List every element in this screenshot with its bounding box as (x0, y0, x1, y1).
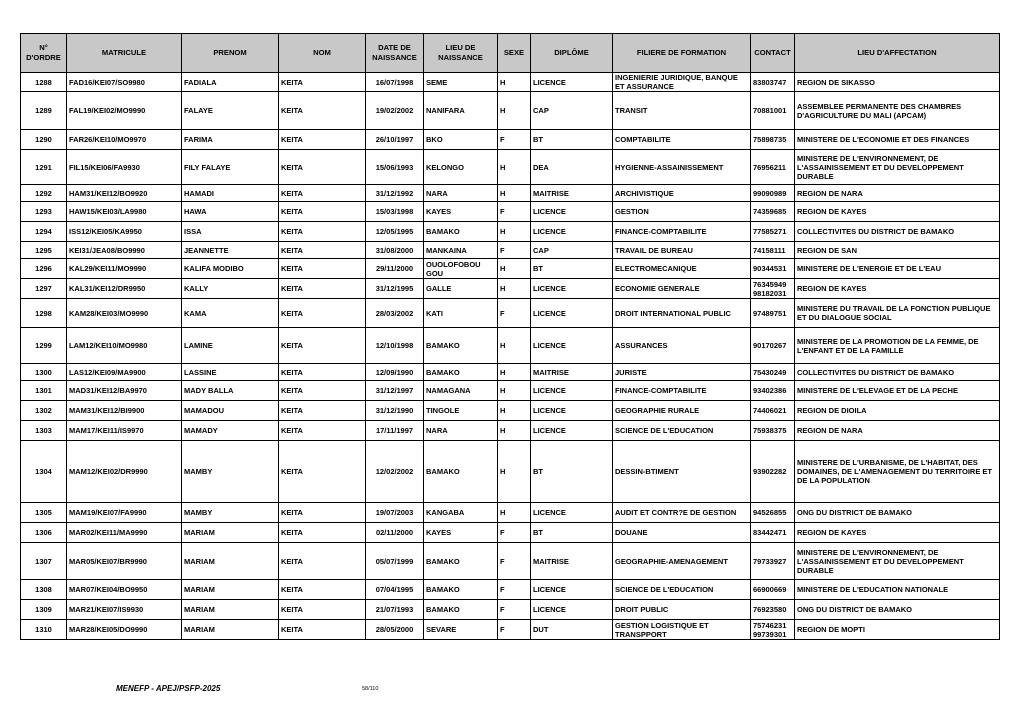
table-row (21, 381, 1000, 401)
cell-lieu-naissance: SEME (424, 73, 498, 92)
cell-prenom: KALLY (182, 279, 279, 299)
cell-diplome: BT (531, 130, 613, 150)
cell-date-naissance: 31/12/1997 (366, 381, 424, 401)
cell-affectation: MINISTERE DE L'EDUCATION NATIONALE (795, 580, 1000, 600)
cell-filiere: TRAVAIL DE BUREAU (613, 242, 751, 259)
cell-ordre: 1306 (21, 523, 67, 543)
cell-sexe: F (498, 202, 531, 222)
cell-contact: 75898735 (751, 130, 795, 150)
cell-date-naissance: 21/07/1993 (366, 600, 424, 620)
cell-filiere: ASSURANCES (613, 328, 751, 364)
cell-affectation: REGION DE SAN (795, 242, 1000, 259)
cell-ordre: 1302 (21, 401, 67, 421)
cell-nom: KEITA (279, 543, 366, 580)
cell-lieu-naissance: NANIFARA (424, 92, 498, 130)
cell-diplome: DEA (531, 150, 613, 185)
cell-affectation: ONG DU DISTRICT DE BAMAKO (795, 600, 1000, 620)
cell-prenom: LASSINE (182, 364, 279, 381)
cell-date-naissance: 28/03/2002 (366, 299, 424, 328)
cell-date-naissance: 17/11/1997 (366, 421, 424, 441)
cell-contact: 66900669 (751, 580, 795, 600)
cell-prenom: MARIAM (182, 600, 279, 620)
cell-nom: KEITA (279, 441, 366, 503)
cell-filiere: FINANCE-COMPTABILITE (613, 381, 751, 401)
cell-contact: 76923580 (751, 600, 795, 620)
cell-sexe: H (498, 364, 531, 381)
cell-affectation: MINISTERE DE LA PROMOTION DE LA FEMME, DE L'ENFANT ET DE LA FAMILLE (795, 328, 1000, 364)
cell-filiere: GEOGRAPHIE RURALE (613, 401, 751, 421)
cell-diplome: CAP (531, 92, 613, 130)
table-row (21, 185, 1000, 202)
cell-lieu-naissance: BKO (424, 130, 498, 150)
table-row (21, 421, 1000, 441)
cell-nom: KEITA (279, 523, 366, 543)
table-row (21, 523, 1000, 543)
cell-diplome: BT (531, 523, 613, 543)
cell-filiere: DOUANE (613, 523, 751, 543)
cell-date-naissance: 19/02/2002 (366, 92, 424, 130)
cell-date-naissance: 05/07/1999 (366, 543, 424, 580)
cell-nom: KEITA (279, 242, 366, 259)
cell-diplome: LICENCE (531, 299, 613, 328)
cell-date-naissance: 31/12/1995 (366, 279, 424, 299)
cell-filiere: FINANCE-COMPTABILITE (613, 222, 751, 242)
cell-prenom: HAWA (182, 202, 279, 222)
cell-lieu-naissance: TINGOLE (424, 401, 498, 421)
cell-contact: 94526855 (751, 503, 795, 523)
affectation-table (20, 33, 1000, 640)
cell-lieu-naissance: BAMAKO (424, 328, 498, 364)
cell-sexe: H (498, 185, 531, 202)
cell-diplome: MAITRISE (531, 364, 613, 381)
cell-prenom: MAMADOU (182, 401, 279, 421)
cell-date-naissance: 28/05/2000 (366, 620, 424, 640)
cell-contact: 90344531 (751, 259, 795, 279)
cell-nom: KEITA (279, 299, 366, 328)
cell-sexe: H (498, 259, 531, 279)
header-matricule: MATRICULE (67, 34, 182, 73)
cell-filiere: AUDIT ET CONTR?E DE GESTION (613, 503, 751, 523)
cell-nom: KEITA (279, 73, 366, 92)
cell-diplome: LICENCE (531, 279, 613, 299)
table-row (21, 543, 1000, 580)
cell-filiere: COMPTABILITE (613, 130, 751, 150)
cell-sexe: F (498, 299, 531, 328)
cell-prenom: MADY BALLA (182, 381, 279, 401)
cell-matricule: MAR05/KEI07/BR9990 (67, 543, 182, 580)
cell-ordre: 1291 (21, 150, 67, 185)
cell-contact: 74406021 (751, 401, 795, 421)
cell-ordre: 1292 (21, 185, 67, 202)
cell-matricule: KAL29/KEI11/MO9990 (67, 259, 182, 279)
cell-nom: KEITA (279, 92, 366, 130)
cell-matricule: MAR02/KEI11/MA9990 (67, 523, 182, 543)
cell-diplome: CAP (531, 242, 613, 259)
cell-affectation: MINISTERE DU TRAVAIL DE LA FONCTION PUBLIQUE ET DU DIALOGUE SOCIAL (795, 299, 1000, 328)
cell-sexe: F (498, 580, 531, 600)
cell-filiere: GESTION (613, 202, 751, 222)
cell-nom: KEITA (279, 279, 366, 299)
cell-affectation: MINISTERE DE L'ENERGIE ET DE L'EAU (795, 259, 1000, 279)
cell-lieu-naissance: BAMAKO (424, 600, 498, 620)
table-row (21, 441, 1000, 503)
cell-filiere: GESTION LOGISTIQUE ET TRANSPPORT (613, 620, 751, 640)
cell-matricule: HAW15/KEI03/LA9980 (67, 202, 182, 222)
cell-contact: 75430249 (751, 364, 795, 381)
cell-lieu-naissance: BAMAKO (424, 441, 498, 503)
cell-sexe: H (498, 441, 531, 503)
cell-matricule: KEI31/JEA08/BO9990 (67, 242, 182, 259)
cell-prenom: MARIAM (182, 523, 279, 543)
cell-contact: 97489751 (751, 299, 795, 328)
table-row (21, 620, 1000, 640)
cell-ordre: 1309 (21, 600, 67, 620)
cell-nom: KEITA (279, 381, 366, 401)
cell-contact: 83803747 (751, 73, 795, 92)
cell-contact: 74359685 (751, 202, 795, 222)
cell-diplome: DUT (531, 620, 613, 640)
cell-sexe: H (498, 421, 531, 441)
cell-sexe: H (498, 328, 531, 364)
header-lieu-naissance: LIEU DE NAISSANCE (424, 34, 498, 73)
cell-diplome: LICENCE (531, 202, 613, 222)
cell-contact: 75746231 99739301 (751, 620, 795, 640)
cell-contact: 79733927 (751, 543, 795, 580)
cell-nom: KEITA (279, 222, 366, 242)
cell-ordre: 1310 (21, 620, 67, 640)
cell-filiere: SCIENCE DE L'EDUCATION (613, 580, 751, 600)
cell-ordre: 1300 (21, 364, 67, 381)
cell-ordre: 1296 (21, 259, 67, 279)
cell-sexe: H (498, 503, 531, 523)
cell-filiere: DESSIN-BTIMENT (613, 441, 751, 503)
cell-ordre: 1303 (21, 421, 67, 441)
cell-contact: 99090989 (751, 185, 795, 202)
table-row (21, 73, 1000, 92)
cell-prenom: JEANNETTE (182, 242, 279, 259)
cell-matricule: MAM17/KEI11/IS9970 (67, 421, 182, 441)
cell-contact: 93902282 (751, 441, 795, 503)
cell-matricule: MAM19/KEI07/FA9990 (67, 503, 182, 523)
cell-ordre: 1299 (21, 328, 67, 364)
cell-ordre: 1295 (21, 242, 67, 259)
cell-date-naissance: 12/09/1990 (366, 364, 424, 381)
cell-date-naissance: 12/10/1998 (366, 328, 424, 364)
table-row (21, 299, 1000, 328)
cell-diplome: MAITRISE (531, 543, 613, 580)
table-header-row (21, 34, 1000, 73)
table-row (21, 259, 1000, 279)
page-number: 58/110 (362, 686, 379, 692)
cell-lieu-naissance: KATI (424, 299, 498, 328)
cell-prenom: FALAYE (182, 92, 279, 130)
cell-lieu-naissance: SEVARE (424, 620, 498, 640)
cell-nom: KEITA (279, 600, 366, 620)
cell-diplome: LICENCE (531, 381, 613, 401)
cell-filiere: JURISTE (613, 364, 751, 381)
cell-filiere: HYGIENNE-ASSAINISSEMENT (613, 150, 751, 185)
cell-affectation: ONG DU DISTRICT DE BAMAKO (795, 503, 1000, 523)
cell-contact: 76345949 98182031 (751, 279, 795, 299)
cell-diplome: LICENCE (531, 222, 613, 242)
cell-matricule: KAL31/KEI12/DR9950 (67, 279, 182, 299)
cell-lieu-naissance: MANKAINA (424, 242, 498, 259)
table-row (21, 242, 1000, 259)
cell-affectation: REGION DE NARA (795, 421, 1000, 441)
cell-date-naissance: 31/12/1992 (366, 185, 424, 202)
cell-matricule: FAL19/KEI02/MO9990 (67, 92, 182, 130)
table-row (21, 401, 1000, 421)
cell-affectation: MINISTERE DE L'URBANISME, DE L'HABITAT, DES DOMAINES, DE L'AMENAGEMENT DU TERRITOIRE ET DE LA POPULATION (795, 441, 1000, 503)
cell-matricule: MAD31/KEI12/BA9970 (67, 381, 182, 401)
cell-contact: 93402386 (751, 381, 795, 401)
cell-affectation: MINISTERE DE L'ELEVAGE ET DE LA PECHE (795, 381, 1000, 401)
cell-affectation: REGION DE KAYES (795, 202, 1000, 222)
cell-sexe: H (498, 73, 531, 92)
cell-date-naissance: 19/07/2003 (366, 503, 424, 523)
cell-sexe: H (498, 401, 531, 421)
cell-ordre: 1304 (21, 441, 67, 503)
cell-lieu-naissance: BAMAKO (424, 543, 498, 580)
cell-nom: KEITA (279, 328, 366, 364)
cell-lieu-naissance: BAMAKO (424, 364, 498, 381)
cell-ordre: 1307 (21, 543, 67, 580)
cell-sexe: H (498, 92, 531, 130)
header-prenom: PRENOM (182, 34, 279, 73)
cell-sexe: F (498, 523, 531, 543)
cell-sexe: F (498, 543, 531, 580)
cell-prenom: HAMADI (182, 185, 279, 202)
cell-contact: 90170267 (751, 328, 795, 364)
cell-affectation: REGION DE MOPTI (795, 620, 1000, 640)
cell-matricule: MAR28/KEI05/DO9990 (67, 620, 182, 640)
cell-filiere: SCIENCE DE L'EDUCATION (613, 421, 751, 441)
cell-prenom: FILY FALAYE (182, 150, 279, 185)
table-row (21, 503, 1000, 523)
cell-date-naissance: 12/02/2002 (366, 441, 424, 503)
cell-affectation: REGION DE NARA (795, 185, 1000, 202)
cell-prenom: FADIALA (182, 73, 279, 92)
cell-date-naissance: 15/03/1998 (366, 202, 424, 222)
cell-date-naissance: 07/04/1995 (366, 580, 424, 600)
cell-affectation: REGION DE KAYES (795, 279, 1000, 299)
cell-filiere: DROIT PUBLIC (613, 600, 751, 620)
cell-affectation: REGION DE SIKASSO (795, 73, 1000, 92)
cell-affectation: COLLECTIVITES DU DISTRICT DE BAMAKO (795, 222, 1000, 242)
cell-matricule: FAD16/KEI07/SO9980 (67, 73, 182, 92)
table-row (21, 222, 1000, 242)
cell-date-naissance: 02/11/2000 (366, 523, 424, 543)
cell-ordre: 1297 (21, 279, 67, 299)
cell-filiere: ECONOMIE GENERALE (613, 279, 751, 299)
cell-lieu-naissance: BAMAKO (424, 580, 498, 600)
cell-affectation: ASSEMBLEE PERMANENTE DES CHAMBRES D'AGRICULTURE DU MALI (APCAM) (795, 92, 1000, 130)
cell-date-naissance: 16/07/1998 (366, 73, 424, 92)
table-row (21, 364, 1000, 381)
cell-affectation: REGION DE KAYES (795, 523, 1000, 543)
cell-nom: KEITA (279, 401, 366, 421)
header-filiere: FILIERE DE FORMATION (613, 34, 751, 73)
cell-sexe: H (498, 381, 531, 401)
cell-matricule: MAR07/KEI04/BO9950 (67, 580, 182, 600)
cell-prenom: MARIAM (182, 620, 279, 640)
cell-prenom: ISSA (182, 222, 279, 242)
cell-ordre: 1308 (21, 580, 67, 600)
cell-sexe: F (498, 242, 531, 259)
cell-contact: 83442471 (751, 523, 795, 543)
cell-filiere: ARCHIVISTIQUE (613, 185, 751, 202)
cell-sexe: H (498, 279, 531, 299)
cell-matricule: MAM31/KEI12/BI9900 (67, 401, 182, 421)
cell-diplome: LICENCE (531, 401, 613, 421)
table-row (21, 92, 1000, 130)
footer-source: MENEFP - APEJ/PSFP-2025 (116, 684, 221, 693)
cell-nom: KEITA (279, 421, 366, 441)
cell-affectation: COLLECTIVITES DU DISTRICT DE BAMAKO (795, 364, 1000, 381)
cell-lieu-naissance: NARA (424, 421, 498, 441)
cell-sexe: F (498, 620, 531, 640)
cell-ordre: 1301 (21, 381, 67, 401)
cell-lieu-naissance: KAYES (424, 523, 498, 543)
cell-matricule: KAM28/KEI03/MO9990 (67, 299, 182, 328)
cell-nom: KEITA (279, 364, 366, 381)
cell-filiere: DROIT INTERNATIONAL PUBLIC (613, 299, 751, 328)
cell-prenom: MARIAM (182, 543, 279, 580)
cell-contact: 77585271 (751, 222, 795, 242)
cell-lieu-naissance: OUOLOFOBOU GOU (424, 259, 498, 279)
cell-sexe: H (498, 150, 531, 185)
cell-nom: KEITA (279, 503, 366, 523)
cell-matricule: FAR26/KEI10/MO9970 (67, 130, 182, 150)
cell-nom: KEITA (279, 620, 366, 640)
cell-filiere: ELECTROMECANIQUE (613, 259, 751, 279)
cell-lieu-naissance: BAMAKO (424, 222, 498, 242)
cell-ordre: 1298 (21, 299, 67, 328)
cell-ordre: 1294 (21, 222, 67, 242)
cell-matricule: LAS12/KEI09/MA9900 (67, 364, 182, 381)
cell-diplome: BT (531, 441, 613, 503)
cell-diplome: LICENCE (531, 421, 613, 441)
cell-ordre: 1290 (21, 130, 67, 150)
cell-matricule: ISS12/KEI05/KA9950 (67, 222, 182, 242)
cell-diplome: LICENCE (531, 600, 613, 620)
cell-matricule: MAM12/KEI02/DR9990 (67, 441, 182, 503)
cell-diplome: MAITRISE (531, 185, 613, 202)
cell-matricule: MAR21/KEI07/IS9930 (67, 600, 182, 620)
cell-date-naissance: 15/06/1993 (366, 150, 424, 185)
cell-matricule: LAM12/KEI10/MO9980 (67, 328, 182, 364)
header-affectation: LIEU D'AFFECTATION (795, 34, 1000, 73)
cell-diplome: LICENCE (531, 73, 613, 92)
table-row (21, 279, 1000, 299)
cell-lieu-naissance: NAMAGANA (424, 381, 498, 401)
header-contact: CONTACT (751, 34, 795, 73)
header-date-naissance: DATE DE NAISSANCE (366, 34, 424, 73)
table-row (21, 150, 1000, 185)
cell-prenom: FARIMA (182, 130, 279, 150)
cell-ordre: 1305 (21, 503, 67, 523)
cell-prenom: MAMBY (182, 503, 279, 523)
cell-matricule: FIL15/KEI06/FA9930 (67, 150, 182, 185)
cell-lieu-naissance: KAYES (424, 202, 498, 222)
cell-prenom: MAMADY (182, 421, 279, 441)
cell-nom: KEITA (279, 202, 366, 222)
cell-ordre: 1288 (21, 73, 67, 92)
cell-diplome: LICENCE (531, 580, 613, 600)
cell-sexe: H (498, 222, 531, 242)
cell-prenom: KALIFA MODIBO (182, 259, 279, 279)
cell-diplome: BT (531, 259, 613, 279)
cell-nom: KEITA (279, 259, 366, 279)
cell-sexe: F (498, 130, 531, 150)
header-nom: NOM (279, 34, 366, 73)
cell-date-naissance: 26/10/1997 (366, 130, 424, 150)
header-diplome: DIPLÔME (531, 34, 613, 73)
cell-affectation: MINISTERE DE L'ENVIRONNEMENT, DE L'ASSAINISSEMENT ET DU DEVELOPPEMENT DURABLE (795, 543, 1000, 580)
cell-diplome: LICENCE (531, 503, 613, 523)
cell-date-naissance: 31/08/2000 (366, 242, 424, 259)
cell-lieu-naissance: KELONGO (424, 150, 498, 185)
cell-filiere: GEOGRAPHIE-AMENAGEMENT (613, 543, 751, 580)
cell-diplome: LICENCE (531, 328, 613, 364)
table-row (21, 580, 1000, 600)
cell-prenom: LAMINE (182, 328, 279, 364)
cell-contact: 74158111 (751, 242, 795, 259)
cell-date-naissance: 31/12/1990 (366, 401, 424, 421)
cell-contact: 70881001 (751, 92, 795, 130)
cell-lieu-naissance: KANGABA (424, 503, 498, 523)
cell-prenom: KAMA (182, 299, 279, 328)
cell-nom: KEITA (279, 185, 366, 202)
cell-nom: KEITA (279, 150, 366, 185)
cell-affectation: MINISTERE DE L'ECONOMIE ET DES FINANCES (795, 130, 1000, 150)
table-row (21, 328, 1000, 364)
cell-prenom: MAMBY (182, 441, 279, 503)
cell-date-naissance: 29/11/2000 (366, 259, 424, 279)
cell-lieu-naissance: GALLE (424, 279, 498, 299)
cell-sexe: F (498, 600, 531, 620)
header-sexe: SEXE (498, 34, 531, 73)
cell-ordre: 1289 (21, 92, 67, 130)
cell-contact: 76956211 (751, 150, 795, 185)
cell-affectation: MINISTERE DE L'ENVIRONNEMENT, DE L'ASSAINISSEMENT ET DU DEVELOPPEMENT DURABLE (795, 150, 1000, 185)
cell-filiere: TRANSIT (613, 92, 751, 130)
cell-nom: KEITA (279, 130, 366, 150)
cell-prenom: MARIAM (182, 580, 279, 600)
cell-contact: 75938375 (751, 421, 795, 441)
table-row (21, 600, 1000, 620)
table-row (21, 130, 1000, 150)
cell-date-naissance: 12/05/1995 (366, 222, 424, 242)
table-row (21, 202, 1000, 222)
cell-matricule: HAM31/KEI12/BO9920 (67, 185, 182, 202)
cell-filiere: INGENIERIE JURIDIQUE, BANQUE ET ASSURANCE (613, 73, 751, 92)
cell-ordre: 1293 (21, 202, 67, 222)
cell-nom: KEITA (279, 580, 366, 600)
cell-lieu-naissance: NARA (424, 185, 498, 202)
header-ordre: N° D'ORDRE (21, 34, 67, 73)
cell-affectation: REGION DE DIOILA (795, 401, 1000, 421)
